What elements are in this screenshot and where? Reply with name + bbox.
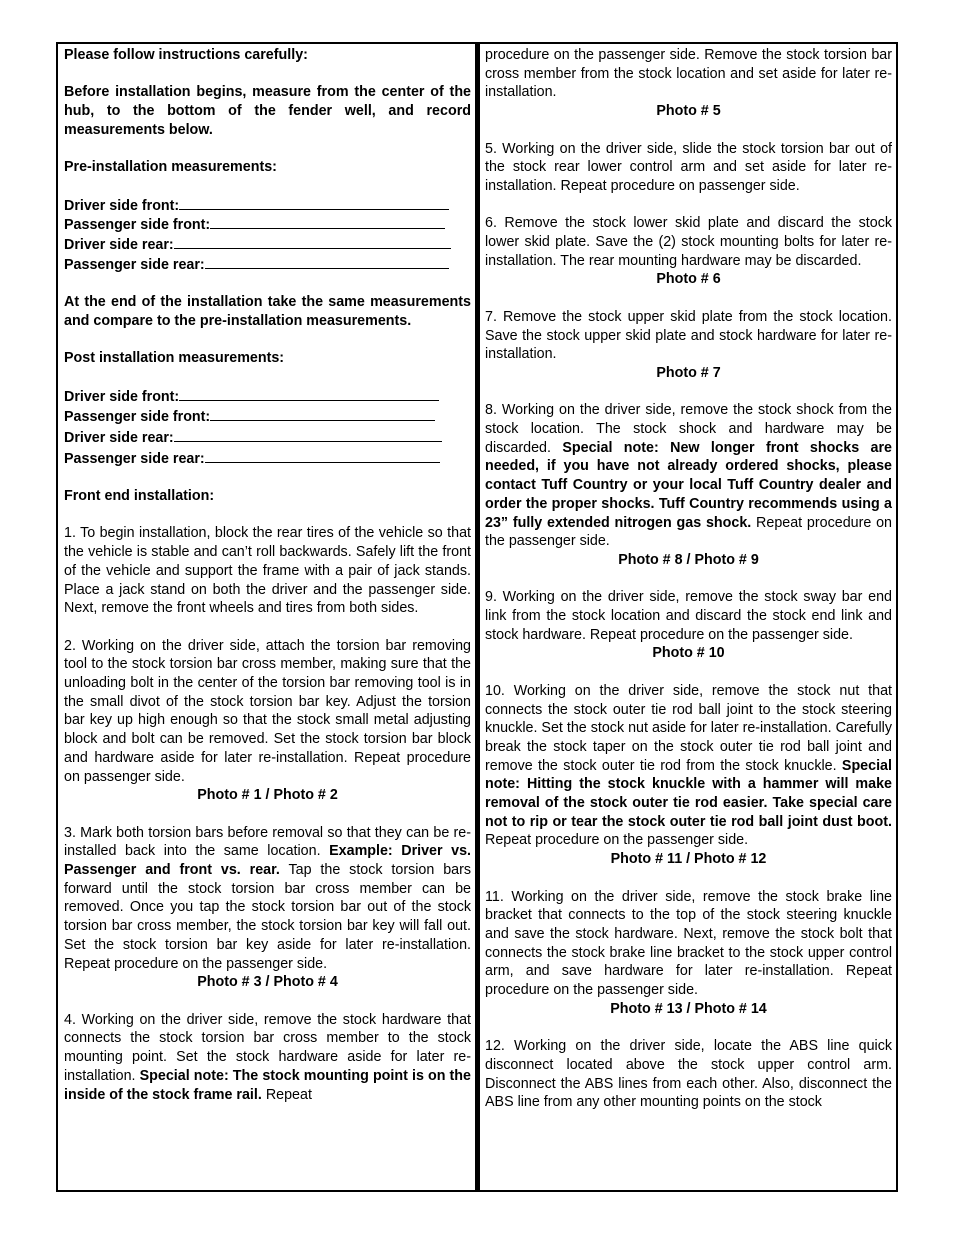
post-measurement-label: Driver side front: (64, 388, 180, 405)
step-3-example: Example: Driver vs. Passenger and front vs. rear. (64, 843, 471, 879)
photo-caption: Photo # 13 / Photo # 14 (610, 1000, 767, 1017)
pre-measurement-list (64, 196, 471, 275)
step-3-text: 3. Mark both torsion bars before removal so that they can be re-installed back into the same location. (64, 824, 471, 860)
right-column (485, 46, 892, 1112)
pre-measurement-row (64, 215, 471, 235)
post-measurement-row (64, 449, 471, 469)
step-2: 2. Working on the driver side, attach the torsion bar removing tool to the stock torsion bar cross member, making sure that the unloading bolt in the center of the torsion bar removing tool is in the small divot of the stock torsion bar key. Adjust the torsion bar key up high enough so that the stock small metal adjusting block and bolt can be removed. Set the stock torsion bar block and hardware aside for later re-installation. Repeat procedure on passenger side. (64, 637, 471, 785)
step-12: 12. Working on the driver side, locate the ABS line quick disconnect located above the stock upper control arm. Disconnect the ABS lines from each other. Also, disconnect the ABS line from any other mounting points on the stock (485, 1038, 892, 1111)
photo-caption: Photo # 7 (656, 364, 721, 381)
step-4 (64, 1011, 471, 1105)
blank-line (210, 407, 435, 421)
blank-line (210, 215, 445, 229)
step-4-special-note: Special note: The stock mounting point is on the inside of the stock frame rail. (64, 1067, 471, 1103)
step-11: 11. Working on the driver side, remove the stock brake line bracket that connects to the top of the stock steering knuckle and save the stock hardware. Next, remove the stock bolt that connects the stock brake line bracket to the stock upper control arm, and save hardware for later re-installation. Repeat procedure on the passenger side. (485, 888, 892, 999)
step-10-text-cont: Repeat procedure on the passenger side. (485, 832, 749, 849)
photo-caption: Photo # 5 (656, 103, 721, 120)
photo-caption: Photo # 6 (656, 271, 721, 288)
step-6: 6. Remove the stock lower skid plate and discard the stock lower skid plate. Save the (2) stock mounting bolts for later re-installation. The rear mounting hardware may be discarded. (485, 215, 892, 269)
pre-measurement-label: Passenger side rear: (64, 256, 205, 273)
step-3-text-cont: Tap the stock torsion bars forward until the stock torsion bar cross member can be removed. Once you tap the stock torsion bar out of the stock torsion bar cross member, the stock torsion bar key will fall out. Set the stock torsion bar key aside for later re-installation. Repeat procedure on the passenger side. (64, 862, 472, 972)
step-4-continued: procedure on the passenger side. Remove the stock torsion bar cross member from the stock location and set aside for later re-installation. (485, 47, 892, 101)
post-intro: At the end of the installation take the same measurements and compare to the pre-installation measurements. (64, 294, 471, 329)
photo-caption: Photo # 1 / Photo # 2 (197, 787, 338, 804)
post-measurement-row (64, 387, 471, 407)
column-divider (475, 44, 480, 1190)
step-8 (485, 401, 892, 551)
pre-measurement-row (64, 196, 471, 216)
step-4-text: 4. Working on the driver side, remove the stock hardware that connects the stock torsion bar cross member to the stock mounting point. Set the stock hardware aside for later re-installation. (64, 1011, 471, 1084)
blank-line (205, 449, 440, 463)
step-3 (64, 824, 471, 974)
photo-caption: Photo # 3 / Photo # 4 (197, 974, 338, 991)
step-8-text: 8. Working on the driver side, remove the stock shock from the stock location. The stock shock and hardware may be discarded. (485, 402, 892, 456)
pre-measurement-row (64, 235, 471, 255)
post-measurement-row (64, 407, 471, 427)
page-frame (56, 42, 898, 1192)
pre-measurement-row (64, 255, 471, 275)
front-title: Front end installation: (64, 488, 215, 505)
photo-caption: Photo # 11 / Photo # 12 (610, 851, 767, 868)
post-measurement-list (64, 387, 471, 469)
post-measurement-label: Passenger side front: (64, 409, 211, 426)
heading: Please follow instructions carefully: (64, 47, 308, 63)
photo-caption: Photo # 10 (652, 645, 725, 662)
left-column (64, 46, 471, 1104)
step-10-text: 10. Working on the driver side, remove the stock nut that connects the stock outer tie rod ball joint to the stock steering knuckle. Set the stock nut aside for later re-installation. Carefully break the stock taper on the stock outer tie rod ball joint and remove the stock outer tie rod from the stock knuckle. (485, 682, 892, 774)
blank-line (179, 196, 449, 210)
blank-line (179, 387, 439, 401)
post-measurement-label: Driver side rear: (64, 429, 174, 446)
photo-caption: Photo # 8 / Photo # 9 (618, 551, 759, 568)
pre-intro: Before installation begins, measure from the center of the hub, to the bottom of the fender well, and record measurements below. (64, 84, 471, 138)
blank-line (205, 255, 449, 269)
step-10-special-note: Special note: Hitting the stock knuckle with a hammer will make removal of the stock outer tie rod easier. Take special care not to rip or tear the stock outer tie rod ball joint dust boot. (485, 757, 892, 830)
step-4-text-cont: Repeat (265, 1086, 312, 1103)
step-8-text-cont: Repeat procedure on the passenger side. (485, 514, 892, 550)
step-5: 5. Working on the driver side, slide the stock torsion bar out of the stock rear lower control arm and set aside for later re-installation. Repeat procedure on passenger side. (485, 140, 892, 194)
blank-line (174, 428, 442, 442)
step-10 (485, 682, 892, 850)
post-measurement-label: Passenger side rear: (64, 450, 205, 467)
pre-measurement-label: Driver side front: (64, 197, 180, 214)
step-8-special-note: Special note: New longer front shocks are needed, if you have not already ordered shocks, please contact Tuff Country or your local Tuff Country dealer and order the proper shocks. Tuff Country recommends using a 23” fully extended nitrogen gas shock. (485, 439, 892, 531)
pre-measurement-label: Driver side rear: (64, 236, 174, 253)
pre-measurement-label: Passenger side front: (64, 217, 211, 234)
post-title: Post installation measurements: (64, 350, 285, 367)
step-9: 9. Working on the driver side, remove the stock sway bar end link from the stock location and discard the stock end link and stock hardware. Repeat procedure on the passenger side. (485, 589, 892, 643)
pre-title: Pre-installation measurements: (64, 159, 277, 176)
step-1: 1. To begin installation, block the rear tires of the vehicle so that the vehicle is stable and can’t roll backwards. Safely lift the front of the vehicle and support the frame with a pair of jack stands. Place a jack stand on both the driver and the passenger side. Next, remove the front wheels and tires from both sides. (64, 525, 471, 617)
post-measurement-row (64, 428, 471, 448)
step-7: 7. Remove the stock upper skid plate from the stock location. Save the stock upper skid plate and stock hardware for later re-installation. (485, 308, 892, 363)
blank-line (174, 235, 451, 249)
